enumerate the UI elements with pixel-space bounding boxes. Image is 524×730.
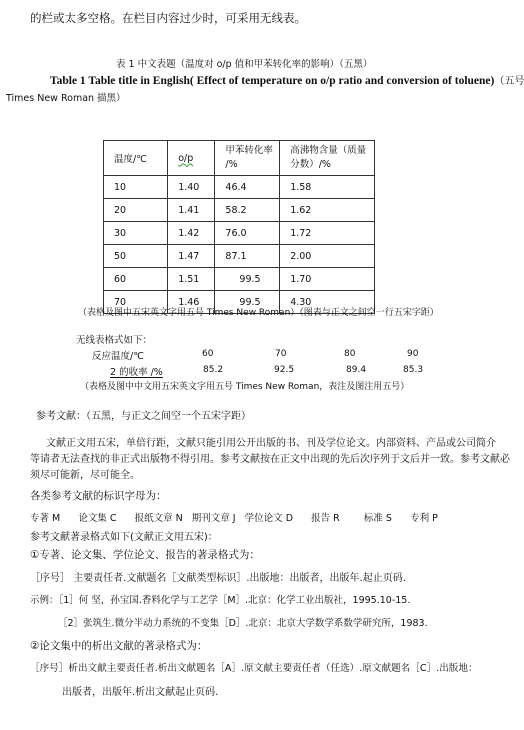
table-cell: 58.2 [215,199,280,222]
table-title-en-note: （五号 [494,76,524,87]
table-row [104,245,375,268]
table-title-en [50,72,524,87]
linefree-cell: 85.2 [203,365,224,375]
item2-format-1: ［序号］析出文献主要责任者.析出文献题名［A］.原文献主要责任者（任选）.原文献题名［C］.出版地： [30,663,478,674]
table-header-cell: o/p [168,141,215,176]
table-cell: 99.5 [215,268,280,291]
top-line: 的栏或太多空格。在栏目内容过少时，可采用无线表。 [30,11,306,25]
table-cell: 60 [104,268,168,291]
table-cell: 87.1 [215,245,280,268]
linefree-cell: 60 [202,349,214,359]
example-1: 示例：［1］何 坚，孙宝国.香料化学与工艺学［M］.北京：化学工业出版社，1995.10-15. [30,595,411,606]
paragraph-line: 等请者无法查找的非正式出版物不得引用。参考文献按在正文中出现的先后次序列于文后并一致。参考文献必 [30,454,510,465]
item1-title: ①专著、论文集、学位论文、报告的著录格式为： [30,549,260,561]
paragraph-line: 须尽可能新，尽可能全。 [30,470,140,481]
table-cell: 1.47 [168,245,215,268]
references-paragraph [30,436,510,484]
table-cell: 1.46 [168,291,215,314]
paragraph-line: 文献正文用五宋，单倍行距，文献只能引用公开出版的书、刊及学位论文。内部资料、产品或公司简介 [46,438,496,449]
table-cell: 76.0 [215,222,280,245]
linefree-label-2: 2 的收率 /% [110,367,163,378]
table-cell: 1.51 [168,268,215,291]
linefree-cell: 90 [407,349,419,359]
item1-format: ［序号］ 主要责任者.文献题名［文献类型标识］.出版地：出版者，出版年.起止页码. [30,573,406,584]
linefree-cell: 92.5 [274,365,295,375]
table-cell: 4.30 [280,291,375,314]
linefree-cell: 70 [275,349,287,359]
table-cell: 50 [104,245,168,268]
table-header-cell: 温度/℃ [104,141,168,176]
data-table [103,140,375,314]
table-cell: 2.00 [280,245,375,268]
table-header-row [104,141,375,176]
table-cell: 46.4 [215,176,280,199]
table-cell: 1.72 [280,222,375,245]
linefree-cell: 80 [344,349,356,359]
table-title-cn: 表 1 中文表题（温度对 o/p 值和甲苯转化率的影响）（五黑） [116,59,373,70]
item2-format-2: 出版者，出版年.析出文献起止页码. [62,687,219,698]
table-cell: 1.42 [168,222,215,245]
table-title-en-text: Table 1 Table title in English( Effect of temperature on o/p ratio and conversion of toluene) [50,75,495,87]
table-cell: 70 [104,291,168,314]
linefree-cell: 89.4 [346,365,367,375]
table-cell: 1.70 [280,268,375,291]
table-row [104,199,375,222]
linefree-note: （表格及图中中文用五宋英文字用五号 Times New Roman，表注及图注用五号） [80,382,410,392]
table-cell: 30 [104,222,168,245]
format-intro: 参考文献著录格式如下(文献正文用五宋)： [30,532,218,543]
table-cell: 1.58 [280,176,375,199]
linefree-label-1: 反应温度/℃ [92,351,144,362]
table-header-cell: 甲苯转化率 /% [215,141,280,176]
table-row [104,268,375,291]
table-title-en-note2: Times New Roman 描黑） [6,93,126,104]
table-cell: 99.5 [215,291,280,314]
types-intro: 各类参考文献的标识字母为： [30,490,167,502]
table-row [104,176,375,199]
table-cell: 10 [104,176,168,199]
table-cell: 1.41 [168,199,215,222]
linefree-cell: 85.3 [403,365,424,375]
linefree-intro: 无线表格式如下： [76,335,153,346]
table-cell: 20 [104,199,168,222]
table-cell: 1.40 [168,176,215,199]
types-line: 专著 M 论文集 C 报纸文章 N 期刊文章 J 学位论文 D 报告 R 标准 S 专利 P [30,513,438,524]
example-2: ［2］张筑生.微分半动力系统的不变集［D］.北京：北京大学数学系数学研究所，1983. [58,618,428,629]
table-header-cell: 高沸物含量（质量分数）/% [280,141,375,176]
table-note: （表格及图中五宋英文字用五号 Times New Roman）（图表与正文之间空一行五宋字距） [78,308,439,318]
item2-title: ②论文集中的析出文献的著录格式为： [30,640,208,652]
table-row [104,222,375,245]
table-cell: 1.62 [280,199,375,222]
references-heading: 参考文献：（五黑，与正文之间空一个五宋字距） [36,411,251,422]
